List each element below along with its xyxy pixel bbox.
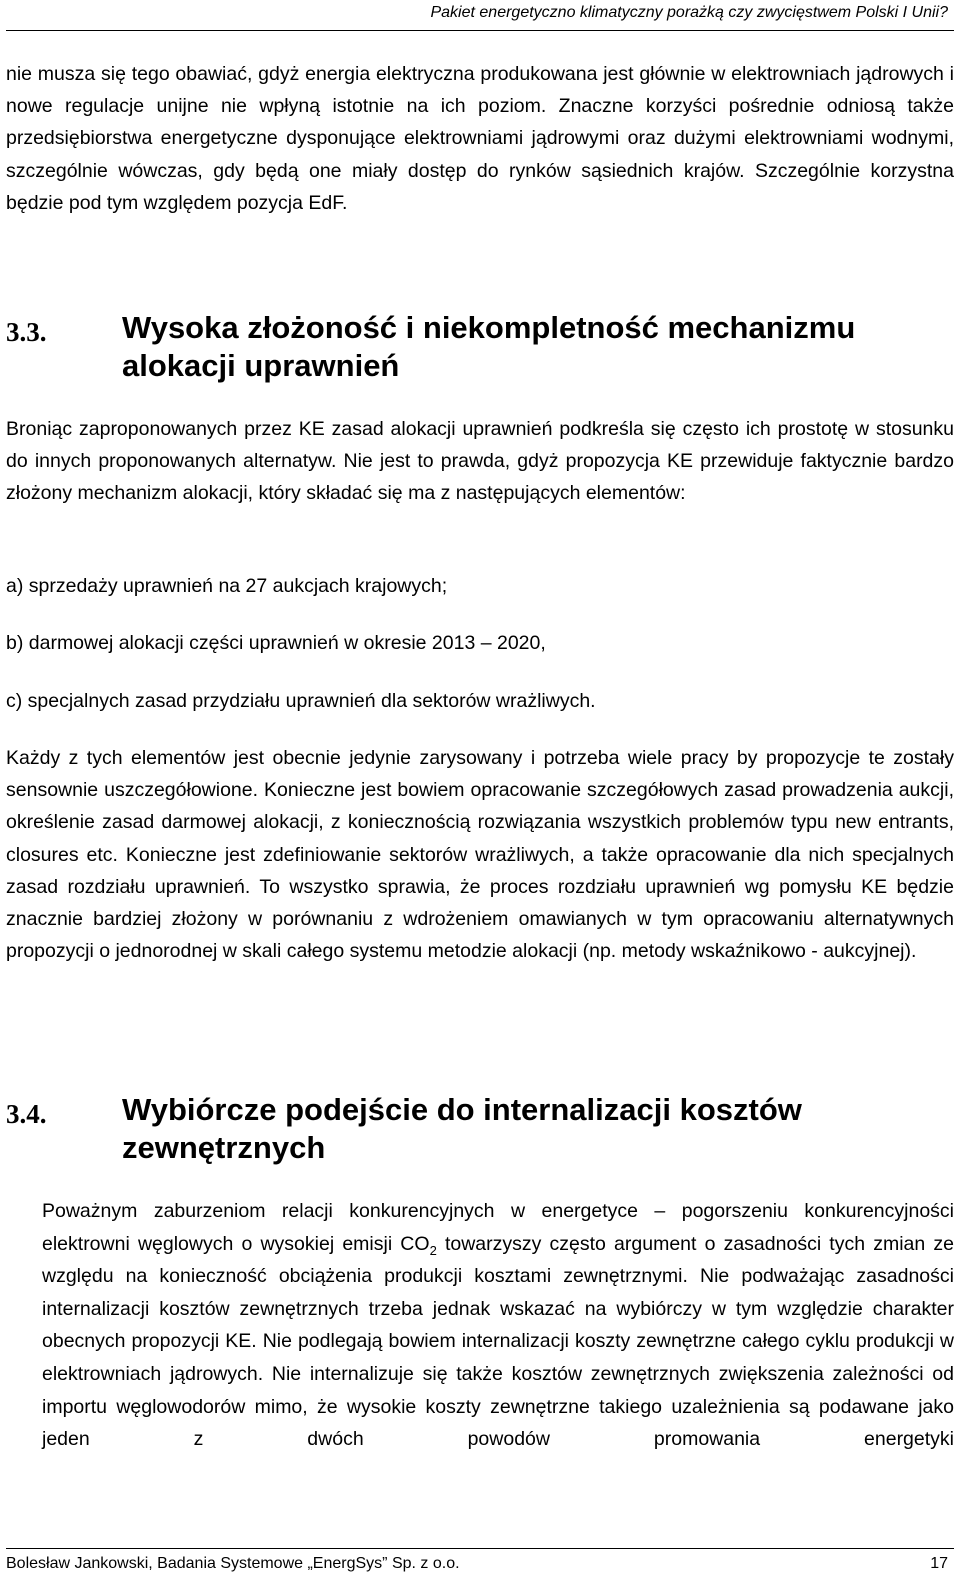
list-item-c: c) specjalnych zasad przydziału uprawnień dla sektorów wrażliwych. <box>6 690 596 712</box>
running-header: Pakiet energetyczno klimatyczny porażką czy zwycięstwem Polski I Unii? <box>430 4 948 21</box>
paragraph-4-part-1: Poważnym zaburzeniom relacji konkurencyjnych w energetyce – pogorszeniu konkurencyjności elektrowni węglowych o wysokiej emisji CO <box>42 1200 954 1255</box>
section-title: Wysoka złożoność i niekompletność mechanizmu alokacji uprawnień <box>122 310 856 383</box>
list-item-b: b) darmowej alokacji części uprawnień w okresie 2013 – 2020, <box>6 632 546 654</box>
paragraph-1: nie musza się tego obawiać, gdyż energia elektryczna produkowana jest głównie w elektrowniach jądrowych i nowe regulacje unijne nie wpłyną istotnie na ich poziom. Znaczne korzyści pośrednie odniosą także przedsiębiorstwa energetyczne dysponujące elektrowniami jądrowymi oraz dużymi elektrowniami wodnymi, szczególnie wówczas, gdy będą one miały dostęp do rynków sąsiednich krajów. Szczególnie korzystna będzie pod tym względem pozycja EdF. <box>6 63 954 214</box>
footer-author: Bolesław Jankowski, Badania Systemowe „EnergSys” Sp. z o.o. <box>6 1555 460 1572</box>
paragraph-2: Broniąc zaproponowanych przez KE zasad alokacji uprawnień podkreśla się często ich prostotę w stosunku do innych proponowanych alternatyw. Nie jest to prawda, gdyż propozycja KE przewiduje faktycznie bardzo złożony mechanizm alokacji, który składać się ma z następujących elementów: <box>6 418 954 505</box>
footer-divider <box>6 1548 954 1549</box>
list-item-a: a) sprzedaży uprawnień na 27 aukcjach krajowych; <box>6 575 448 597</box>
section-heading-3-3 <box>6 309 906 385</box>
section-number: 3.4. <box>6 1099 47 1129</box>
page-number: 17 <box>930 1555 948 1572</box>
paragraph-4 <box>42 1195 954 1456</box>
paragraph-3: Każdy z tych elementów jest obecnie jedynie zarysowany i potrzeba wiele pracy by propozycje te zostały sensownie uszczegółowione. Konieczne jest bowiem opracowanie szczegółowych zasad prowadzenia aukcji, określenie zasad darmowej alokacji, z koniecznością rozwiązania wszystkich problemów typu new entrants, closures etc. Konieczne jest zdefiniowanie sektorów wrażliwych, a także opracowanie dla nich specjalnych zasad rozdziału uprawnień. To wszystko sprawia, że proces rozdziału uprawnień wg pomysłu KE będzie znacznie bardziej złożony w porównaniu z wdrożeniem omawianych w tym opracowaniu alternatywnych propozycji o jednorodnej w skali całego systemu metodzie alokacji (np. metody wskaźnikowo - aukcyjnej). <box>6 747 954 963</box>
section-number: 3.3. <box>6 317 47 347</box>
section-title: Wybiórcze podejście do internalizacji kosztów zewnętrznych <box>122 1092 802 1165</box>
header-divider <box>6 30 954 31</box>
co2-subscript: 2 <box>429 1242 437 1258</box>
paragraph-4-part-2: towarzyszy często argument o zasadności tych zmian ze względu na konieczność obciążenia produkcji kosztami zewnętrznymi. Nie podważając zasadności internalizacji kosztów zewnętrznych trzeba jednak wskazać na wybiórczy w tym względzie charakter obecnych propozycji KE. Nie podlegają bowiem internalizacji koszty zewnętrzne całego cyklu produkcji w elektrowniach jądrowych. Nie internalizuje się także kosztów zewnętrznych zwiększenia zależności od importu węglowodorów mimo, że wysokie koszty zewnętrzne takiego uzależnienia są podawane jako jeden z dwóch powodów promowania energetyki <box>42 1232 954 1451</box>
section-heading-3-4 <box>6 1091 906 1167</box>
